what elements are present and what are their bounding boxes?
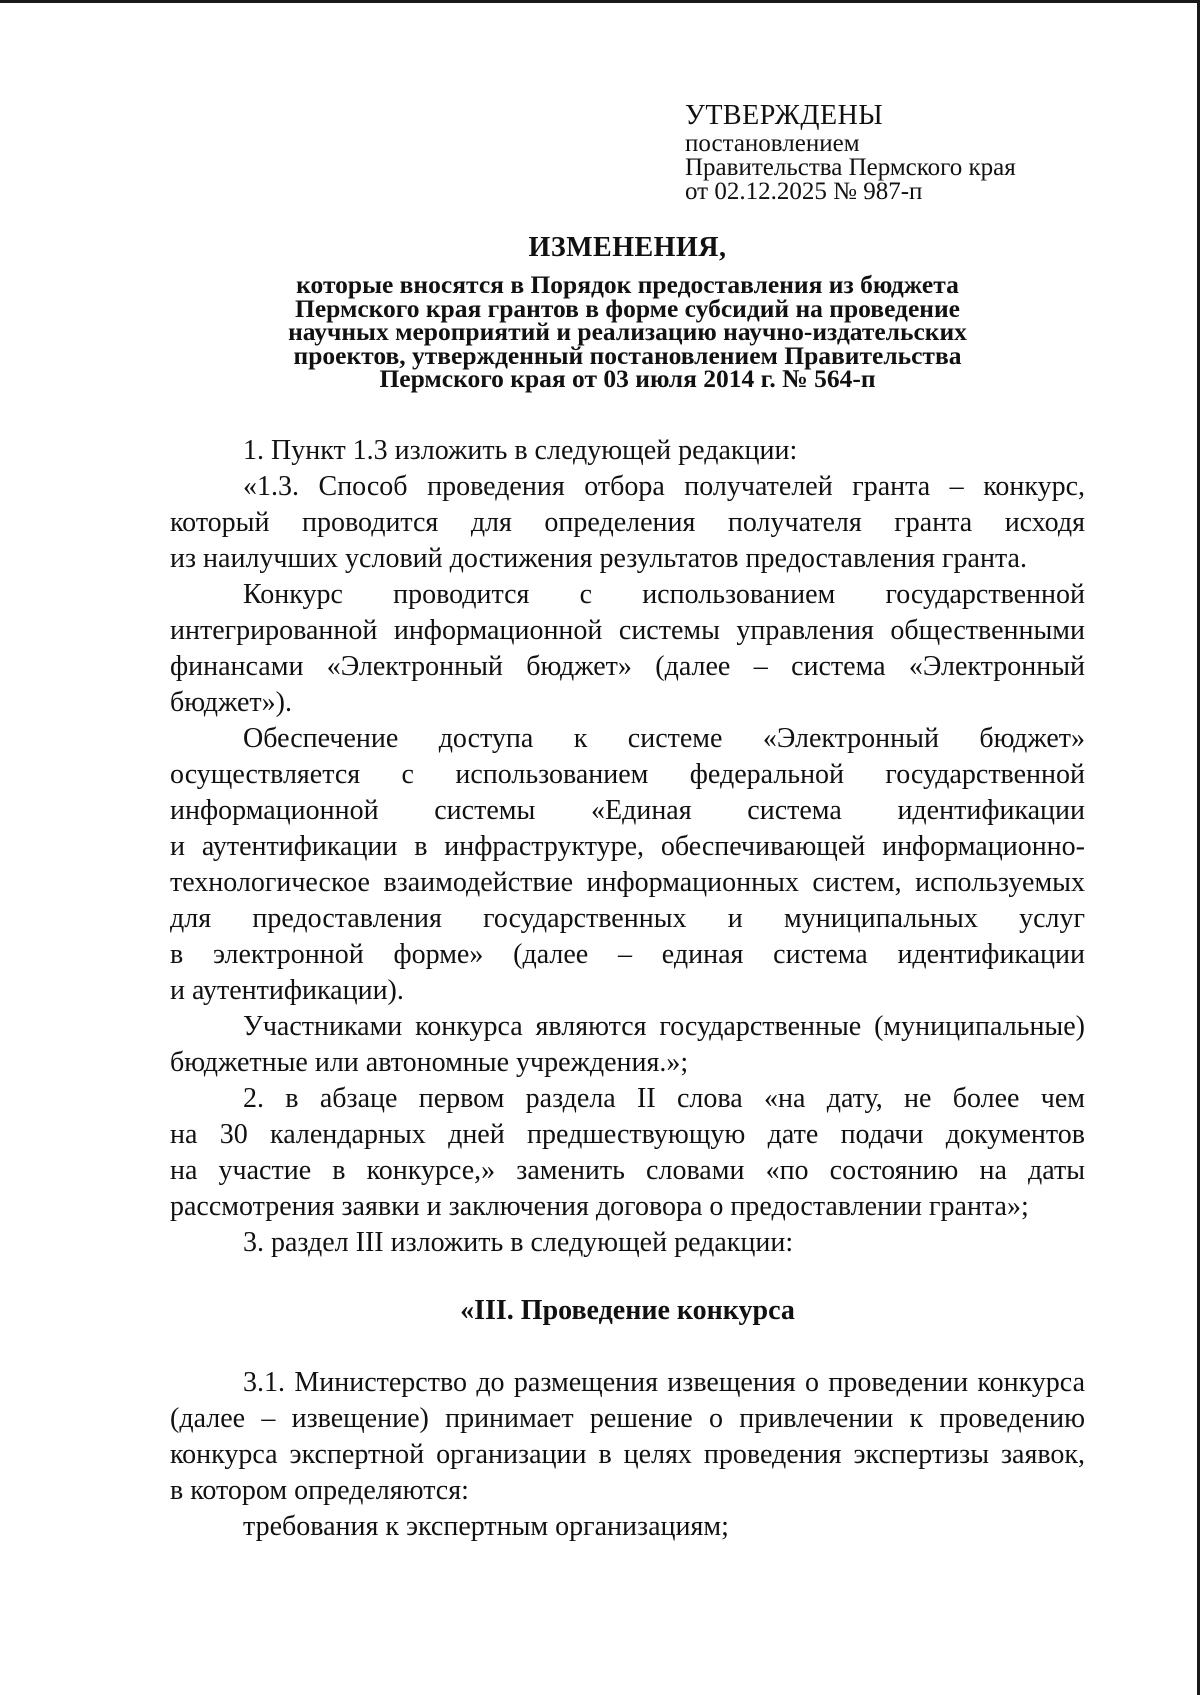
paragraph-line: Участниками конкурса являются государственные (муниципальные) (243, 1011, 1085, 1042)
paragraph-line: финансами «Электронный бюджет» (далее – система «Электронный (170, 651, 1085, 682)
paragraph-line: и аутентификации). (170, 975, 404, 1006)
paragraph-line: в электронной форме» (далее – единая система идентификации (170, 939, 1085, 970)
paragraph-line: осуществляется с использованием федеральной государственной (170, 759, 1085, 790)
paragraph-line: в котором определяются: (170, 1475, 469, 1506)
approval-block (685, 100, 1016, 204)
paragraph-line: (далее – извещение) принимает решение о привлечении к проведению (170, 1403, 1085, 1434)
approval-line: постановлением (685, 130, 860, 157)
paragraph-line: бюджетные или автономные учреждения.»; (170, 1047, 689, 1078)
approval-line: Правительства Пермского края (685, 154, 1016, 181)
paragraph-line: Обеспечение доступа к системе «Электронный бюджет» (243, 723, 1085, 754)
paragraph-line: бюджет»). (170, 687, 292, 718)
approval-line: от 02.12.2025 № 987-п (685, 178, 923, 205)
paragraph-line: для предоставления государственных и муниципальных услуг (170, 903, 1085, 934)
paragraph-line: информационной системы «Единая система идентификации (170, 795, 1085, 826)
paragraph-line: Конкурс проводится с использованием государственной (243, 579, 1085, 610)
subtitle-line: проектов, утвержденный постановлением Правительства (293, 340, 962, 370)
subtitle-line: Пермского края грантов в форме субсидий на проведение (295, 293, 960, 323)
subtitle-line: которые вносятся в Порядок предоставления из бюджета (296, 270, 959, 299)
paragraph-line: 3.1. Министерство до размещения извещения о проведении конкурса (243, 1367, 1085, 1398)
paragraph-line: требования к экспертным организациям; (243, 1511, 729, 1542)
paragraph-line: рассмотрения заявки и заключения договора о предоставлении гранта»; (170, 1191, 1029, 1222)
paragraph-line: интегрированной информационной системы управления общественными (170, 615, 1085, 646)
section-heading: «III. Проведение конкурса (460, 1295, 795, 1326)
paragraph-line: «1.3. Способ проведения отбора получателей гранта – конкурс, (243, 471, 1085, 502)
paragraph-line: 1. Пункт 1.3 изложить в следующей редакции: (243, 435, 798, 466)
body-text-block-1 (170, 433, 1085, 1261)
approval-stamp: УТВЕРЖДЕНЫ (685, 100, 884, 131)
paragraph-line: на 30 календарных дней предшествующую дате подачи документов (170, 1119, 1085, 1150)
document-title: ИЗМЕНЕНИЯ, (528, 232, 727, 263)
paragraph-line: 2. в абзаце первом раздела II слова «на дату, не более чем (243, 1083, 1085, 1114)
paragraph-line: из наилучших условий достижения результатов предоставления гранта. (170, 543, 1027, 574)
paragraph-line: на участие в конкурсе,» заменить словами «по состоянию на даты (170, 1155, 1085, 1186)
paragraph-line: и аутентификации в инфраструктуре, обеспечивающей информационно- (170, 831, 1085, 862)
scan-edge-top (0, 0, 1200, 3)
subtitle-line: Пермского края от 03 июля 2014 г. № 564-п (379, 364, 876, 393)
paragraph-line: технологическое взаимодействие информационных систем, используемых (170, 867, 1085, 898)
paragraph-line: конкурса экспертной организации в целях проведения экспертизы заявок, (170, 1439, 1085, 1470)
body-text-block-2 (170, 1365, 1085, 1545)
subtitle-line: научных мероприятий и реализацию научно-издательских (288, 317, 967, 346)
paragraph-line: который проводится для определения получателя гранта исходя (170, 507, 1085, 538)
paragraph-line: 3. раздел III изложить в следующей редакции: (243, 1227, 794, 1258)
document-subtitle (170, 270, 1085, 393)
